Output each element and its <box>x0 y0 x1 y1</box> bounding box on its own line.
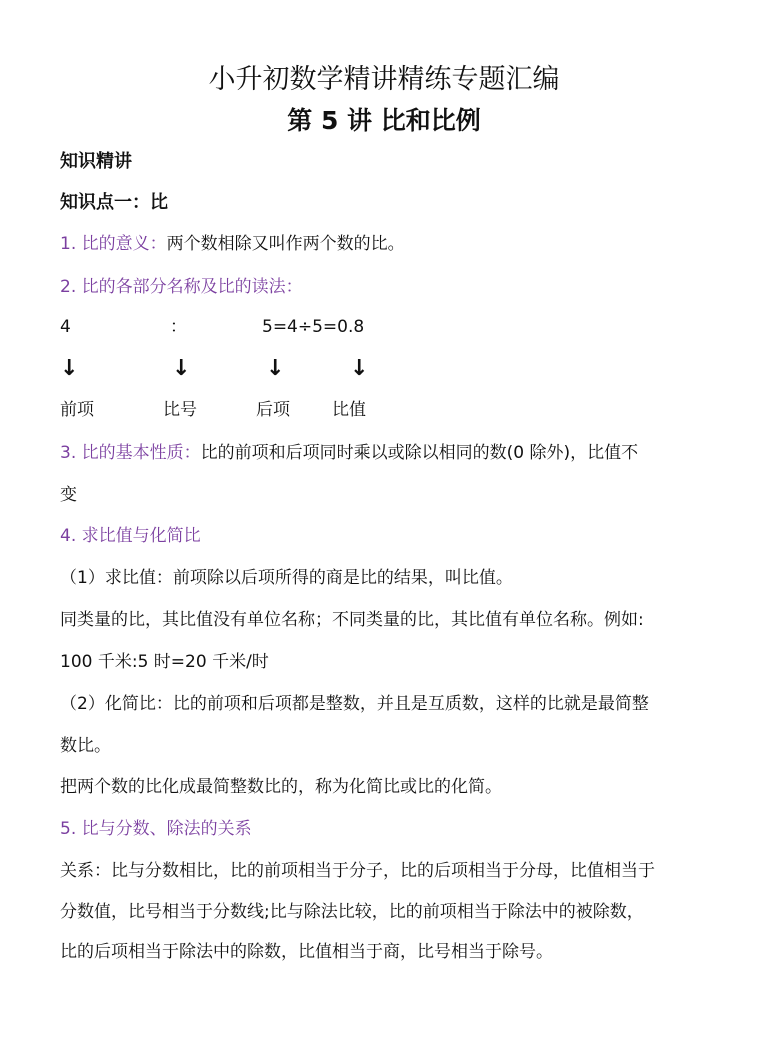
item4-sub2-line2: 数比。 <box>60 736 111 756</box>
lecture-subtitle: 第 5 讲 比和比例 <box>287 106 481 135</box>
item3-line <box>60 445 638 462</box>
document-title: 小升初数学精讲精练专题汇编 <box>208 64 560 95</box>
diagram-front-value: 4 <box>60 317 71 337</box>
diagram-colon: ： <box>170 317 187 337</box>
item5-line2: 分数值，比号相当于分数线;比与除法比较，比的前项相当于除法中的被除数， <box>60 902 644 922</box>
diagram-name-value: 比值 <box>332 400 366 420</box>
item1-text: 两个数相除又叫作两个数的比。 <box>166 234 405 254</box>
item4-sub1-line3: 100 千米:5 时=20 千米/时 <box>60 652 269 672</box>
diagram-expression: 5=4÷5=0.8 <box>262 317 365 337</box>
item4-label: 4. 求比值与化简比 <box>60 526 201 546</box>
item1-line <box>60 236 405 253</box>
arrow-down-icon: ↓ <box>350 356 369 381</box>
section-heading-knowledge: 知识精讲 <box>60 151 132 172</box>
item1-label: 1. 比的意义： <box>60 234 167 254</box>
item3-continuation: 变 <box>60 485 77 505</box>
item2-label: 2. 比的各部分名称及比的读法： <box>60 277 303 297</box>
diagram-name-front: 前项 <box>60 400 94 420</box>
item4-sub2-line3: 把两个数的比化成最简整数比的，称为化简比或比的化简。 <box>60 777 502 797</box>
item4-sub2: （2）化简比：比的前项和后项都是整数，并且是互质数，这样的比就是最简整 <box>60 694 649 714</box>
diagram-name-back: 后项 <box>256 400 290 420</box>
arrow-down-icon: ↓ <box>266 356 285 381</box>
item5-label: 5. 比与分数、除法的关系 <box>60 819 252 839</box>
item5-line3: 比的后项相当于除法中的除数，比值相当于商，比号相当于除号。 <box>60 942 553 962</box>
point1-heading: 知识点一：比 <box>60 192 168 213</box>
item4-sub1-line2: 同类量的比，其比值没有单位名称；不同类量的比，其比值有单位名称。例如: <box>60 610 644 630</box>
item3-label: 3. 比的基本性质： <box>60 443 201 463</box>
diagram-name-colon: 比号 <box>163 400 197 420</box>
arrow-down-icon: ↓ <box>60 356 79 381</box>
arrow-down-icon: ↓ <box>172 356 191 381</box>
item5-line1: 关系：比与分数相比，比的前项相当于分子，比的后项相当于分母，比值相当于 <box>60 861 655 881</box>
item3-text: 比的前项和后项同时乘以或除以相同的数(0 除外)，比值不 <box>200 443 639 463</box>
item4-sub1: （1）求比值：前项除以后项所得的商是比的结果，叫比值。 <box>60 568 513 588</box>
